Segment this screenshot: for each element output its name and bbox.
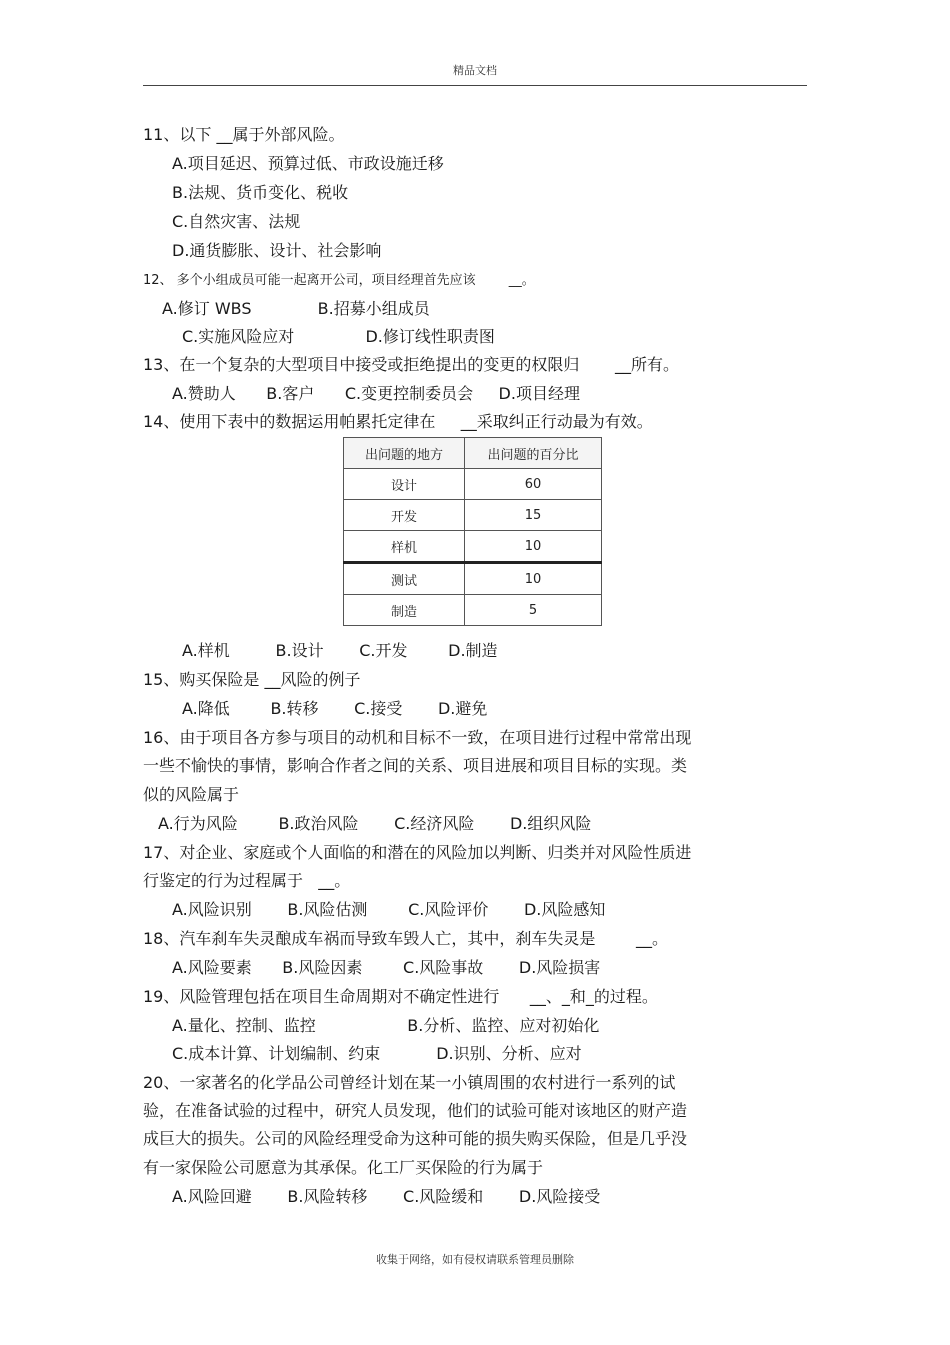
table-cell: 5 xyxy=(465,595,602,626)
q12-options-ab: A.修订 WBS B.招募小组成员 xyxy=(162,299,430,318)
table-header-cell: 出问题的百分比 xyxy=(465,438,602,469)
table-header-cell: 出问题的地方 xyxy=(344,438,465,469)
question-16-line-2: 一些不愉快的事情，影响合作者之间的关系、项目进展和项目目标的实现。类 xyxy=(143,756,688,775)
table-cell: 测试 xyxy=(344,563,465,595)
header-rule xyxy=(143,85,807,86)
table-row xyxy=(344,531,602,563)
q13-options: A.赞助人 B.客户 C.变更控制委员会 D.项目经理 xyxy=(172,384,580,403)
q14-options: A.样机 B.设计 C.开发 D.制造 xyxy=(182,641,498,660)
question-19: 19、风险管理包括在项目生命周期对不确定性进行 __、_和_的过程。 xyxy=(143,987,658,1006)
q18-options: A.风险要素 B.风险因素 C.风险事故 D.风险损害 xyxy=(172,958,601,977)
page-footer: 收集于网络，如有侵权请联系管理员删除 xyxy=(376,1253,574,1266)
q17-options: A.风险识别 B.风险估测 C.风险评价 D.风险感知 xyxy=(172,900,606,919)
q12-options-cd: C.实施风险应对 D.修订线性职责图 xyxy=(182,327,495,346)
pareto-table xyxy=(343,437,602,626)
q11-option-d: D.通货膨胀、设计、社会影响 xyxy=(172,241,382,260)
table-cell: 设计 xyxy=(344,469,465,500)
question-18: 18、汽车刹车失灵酿成车祸而导致车毁人亡，其中，刹车失灵是 __。 xyxy=(143,929,669,948)
q11-option-b: B.法规、货币变化、税收 xyxy=(172,183,349,202)
question-14: 14、使用下表中的数据运用帕累托定律在 __采取纠正行动最为有效。 xyxy=(143,412,653,431)
q20-options: A.风险回避 B.风险转移 C.风险缓和 D.风险接受 xyxy=(172,1187,601,1206)
q15-options: A.降低 B.转移 C.接受 D.避免 xyxy=(182,699,488,718)
table-row xyxy=(344,469,602,500)
question-20-line-1: 20、一家著名的化学品公司曾经计划在某一小镇周围的农村进行一系列的试 xyxy=(143,1073,676,1092)
table-cell: 开发 xyxy=(344,500,465,531)
table-cell: 15 xyxy=(465,500,602,531)
question-16-line-3: 似的风险属于 xyxy=(143,785,240,804)
question-13: 13、在一个复杂的大型项目中接受或拒绝提出的变更的权限归 __所有。 xyxy=(143,355,679,374)
question-15: 15、购买保险是 __风险的例子 xyxy=(143,670,361,689)
table-cell: 10 xyxy=(465,563,602,595)
page-header: 精品文档 xyxy=(453,64,497,77)
table-cell: 10 xyxy=(465,531,602,563)
table-row xyxy=(344,500,602,531)
question-17-line-2: 行鉴定的行为过程属于 __。 xyxy=(143,871,351,890)
question-20-line-4: 有一家保险公司愿意为其承保。化工厂买保险的行为属于 xyxy=(143,1158,544,1177)
q19-options-cd: C.成本计算、计划编制、约束 D.识别、分析、应对 xyxy=(172,1044,582,1063)
table-row xyxy=(344,563,602,595)
q11-option-a: A.项目延迟、预算过低、市政设施迁移 xyxy=(172,154,444,173)
question-16-line-1: 16、由于项目各方参与项目的动机和目标不一致，在项目进行过程中常常出现 xyxy=(143,728,692,747)
question-17-line-1: 17、对企业、家庭或个人面临的和潜在的风险加以判断、归类并对风险性质进 xyxy=(143,843,692,862)
table-cell: 60 xyxy=(465,469,602,500)
question-11: 11、以下 __属于外部风险。 xyxy=(143,125,345,144)
q16-options: A.行为风险 B.政治风险 C.经济风险 D.组织风险 xyxy=(158,814,592,833)
question-20-line-3: 成巨大的损失。公司的风险经理受命为这种可能的损失购买保险，但是几乎没 xyxy=(143,1129,688,1148)
q11-option-c: C.自然灾害、法规 xyxy=(172,212,301,231)
question-20-line-2: 验，在准备试验的过程中，研究人员发现，他们的试验可能对该地区的财产造 xyxy=(143,1101,688,1120)
table-cell: 制造 xyxy=(344,595,465,626)
q19-options-ab: A.量化、控制、监控 B.分析、监控、应对初始化 xyxy=(172,1016,600,1035)
question-12: 12、 多个小组成员可能一起离开公司，项目经理首先应该 __。 xyxy=(143,273,535,288)
table-cell: 样机 xyxy=(344,531,465,563)
table-header-row xyxy=(344,438,602,469)
table-row xyxy=(344,595,602,626)
